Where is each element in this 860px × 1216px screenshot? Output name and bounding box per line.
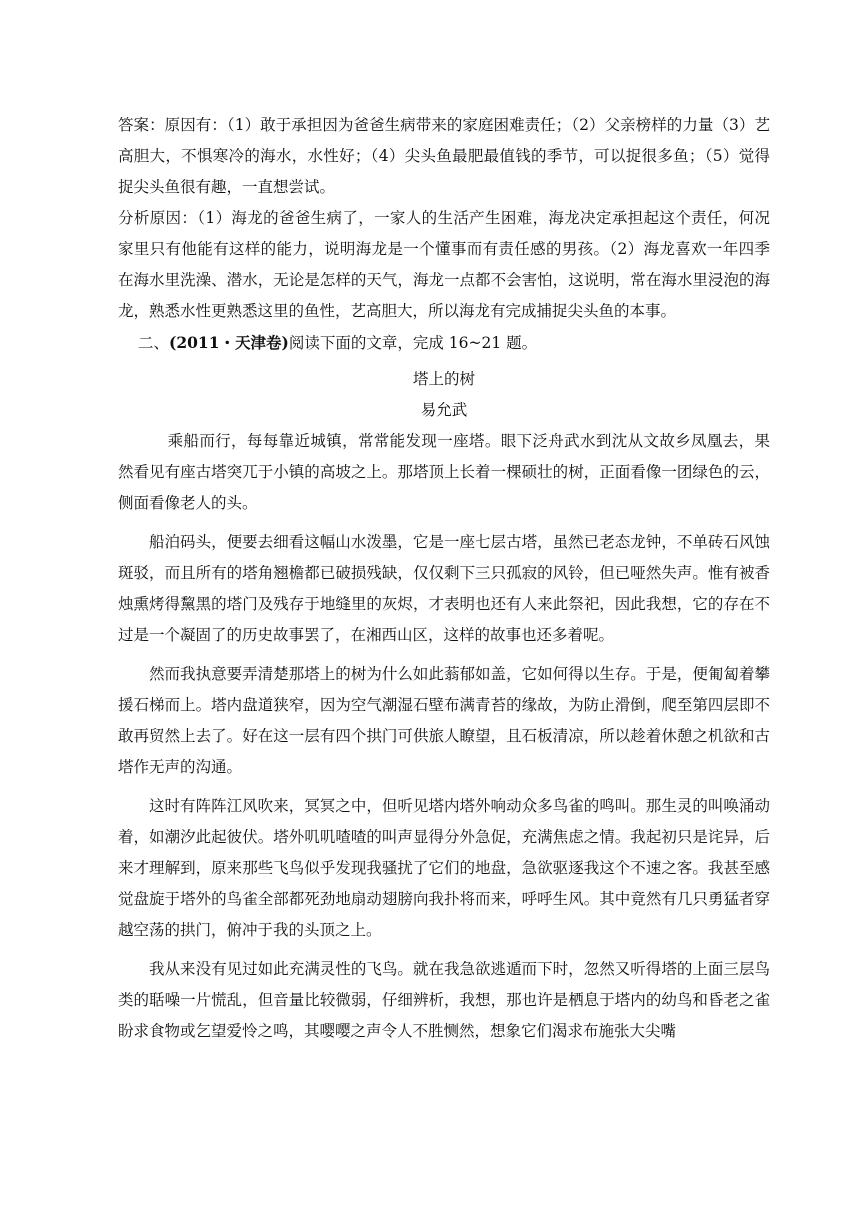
section-number: 二、 bbox=[138, 334, 170, 352]
article-paragraph: 我从来没有见过如此充满灵性的飞鸟。就在我急欲逃遁而下时，忽然又听得塔的上面三层鸟类的聒噪一片慌乱，但音量比较微弱，仔细辨析，我想，那也许是栖息于塔内的幼鸟和昏老之雀盼求食物或乞望爱怜之鸣，其嘤嘤之声令人不胜恻然，想象它们渴求布施张大尖嘴 bbox=[118, 960, 770, 1040]
analysis-text: （1）海龙的爸爸生病了，一家人的生活产生困难，海龙决定承担起这个责任，何况家里只有他能有这样的能力，说明海龙是一个懂事而有责任感的男孩。（2）海龙喜欢一年四季在海水里洗澡、潜水，无论是怎样的天气，海龙一点都不会害怕，这说明，常在海水里浸泡的海龙，熟悉水性更熟悉这里的鱼性，艺高胆大，所以海龙有完成捕捉尖头鱼的本事。 bbox=[118, 209, 770, 320]
answer-label: 答案： bbox=[118, 116, 165, 134]
article-author: 易允武 bbox=[420, 401, 468, 419]
article-paragraph: 然而我执意要弄清楚那塔上的树为什么如此蓊郁如盖，它如何得以生存。于是，便匍匐着攀援石梯而上。塔内盘道狭窄，因为空气潮湿石壁布满青苔的缘故，为防止滑倒，爬至第四层即不敢再贸然上去了。好在这一层有四个拱门可供旅人瞭望，且石板清凉，所以趁着休憩之机欲和古塔作无声的沟通。 bbox=[118, 665, 770, 776]
article-title: 塔上的树 bbox=[412, 370, 475, 388]
answer-text: 原因有：（1）敢于承担因为爸爸生病带来的家庭困难责任；（2）父亲榜样的力量（3）艺高胆大，不惧寒冷的海水，水性好；（4）尖头鱼最肥最值钱的季节，可以捉很多鱼；（5）觉得捉尖头鱼很有趣，一直想尝试。 bbox=[118, 116, 770, 196]
answer-paragraph bbox=[118, 110, 770, 203]
article-paragraph: 这时有阵阵江风吹来，冥冥之中，但听见塔内塔外响动众多鸟雀的鸣叫。那生灵的叫唤涌动着，如潮汐此起彼伏。塔外叽叽喳喳的叫声显得分外急促，充满焦虑之情。我起初只是诧异，后来才理解到，原来那些飞鸟似乎发现我骚扰了它们的地盘，急欲驱逐我这个不速之客。我甚至感觉盘旋于塔外的鸟雀全部都死劲地扇动翅膀向我扑将而来，呼呼生风。其中竟然有几只勇猛者穿越空荡的拱门，俯冲于我的头顶之上。 bbox=[118, 797, 770, 939]
article-paragraph: 船泊码头，便要去细看这幅山水泼墨，它是一座七层古塔，虽然已老态龙钟，不单砖石风蚀斑驳，而且所有的塔角翘檐都已破损残缺，仅仅剩下三只孤寂的风铃，但已哑然失声。惟有被香烛熏烤得黧黑的塔门及残存于地缝里的灰烬，才表明也还有人来此祭祀，因此我想，它的存在不过是一个凝固了的历史故事罢了，在湘西山区，这样的故事也还多着呢。 bbox=[118, 533, 770, 644]
article-paragraph: 乘船而行，每每靠近城镇，常常能发现一座塔。眼下泛舟武水到沈从文故乡凤凰去，果然看见有座古塔突兀于小镇的高坡之上。那塔顶上长着一棵硕壮的树，正面看像一团绿色的云，侧面看像老人的头。 bbox=[118, 432, 770, 512]
document-page bbox=[118, 110, 770, 1047]
analysis-paragraph bbox=[118, 203, 770, 327]
section-source: (2011・天津卷) bbox=[169, 333, 289, 352]
section-heading bbox=[118, 327, 770, 359]
analysis-label: 分析原因： bbox=[118, 209, 198, 227]
section-instruction: 阅读下面的文章，完成 16~21 题。 bbox=[288, 334, 538, 352]
